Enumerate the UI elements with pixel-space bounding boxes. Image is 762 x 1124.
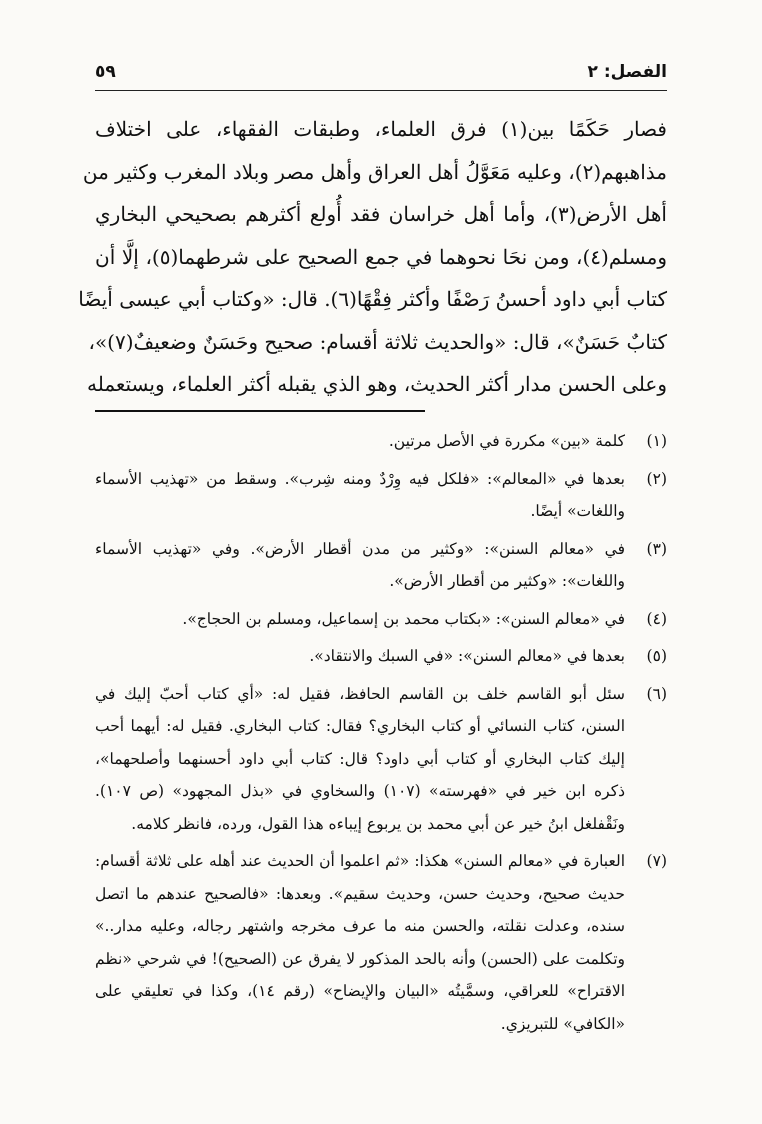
footnote [95, 533, 667, 598]
text-line: كتابٌ حَسَنٌ»، قال: «والحديث ثلاثة أقسام: صحيح وحَسَنٌ وضعيفٌ(٧)»، [88, 329, 667, 354]
text-line: مذاهبهم(٢)، وعليه مَعَوَّلُ أهل العراق وأهل مصر وبلاد المغرب وكثير من [82, 159, 667, 184]
footnote [95, 425, 667, 458]
footnote-number: (٤) [646, 609, 667, 628]
footnote-number: (٥) [646, 647, 667, 665]
footnote-separator [95, 410, 425, 412]
footnote-text: بعدها في «معالم السنن»: «في السبك والانتقاد». [309, 647, 625, 665]
footnote-text: في «معالم السنن»: «وكثير من مدن أقطار الأرض». وفي «تهذيب الأسماء واللغات»: «وكثير من أقطار الأرض». [95, 539, 625, 590]
footnote [95, 603, 667, 636]
text-line: أهل الأرض(٣)، وأما أهل خراسان فقد أُولع أكثرهم بصحيحي البخاري [95, 202, 667, 226]
header-rule [95, 90, 667, 91]
footnote [95, 845, 667, 1040]
footnote [95, 678, 667, 841]
footnote-number: (٢) [646, 469, 667, 488]
footnote-number: (١) [646, 432, 667, 450]
running-header [95, 56, 667, 88]
footnote-text: في «معالم السنن»: «بكتاب محمد بن إسماعيل، ومسلم بن الحجاج». [182, 609, 625, 628]
text-line: وعلى الحسن مدار أكثر الحديث، وهو الذي يقبله أكثر العلماء، ويستعمله [86, 372, 667, 396]
page-number: ٥٩ [95, 62, 116, 82]
text-line: فصار حَكَمًا بين(١) فرق العلماء، وطبقات الفقهاء، على اختلاف [95, 117, 667, 141]
footnotes [95, 425, 667, 1090]
footnote-text: سئل أبو القاسم خلف بن القاسم الحافظ، فقيل له: «أي كتاب أحبّ إليك في السنن، كتاب النسائي أو كتاب البخاري؟ فقال: كتاب البخاري. فقيل له: أيهما أحب إليك كتاب البخاري أو كتاب أبي داود؟ قال: كتاب أبي داود أحسنهما وأصلحهما»، ذكره ابن خير في «فهرسته» (١٠٧) والسخاوي في «بذل المجهود» (ص ١٠٧). ونَقْفلغل ابنُ خير عن أبي محمد بن يربوع إيباءه هذا القول، ورده، فانظر كلامه. [95, 684, 626, 833]
footnote-number: (٣) [646, 539, 667, 558]
footnote [95, 640, 667, 673]
chapter-title: الفصل: ٢ [587, 62, 667, 82]
footnote-text: كلمة «بين» مكررة في الأصل مرتين. [388, 432, 625, 450]
footnote-text: بعدها في «المعالم»: «فلكل فيه وِرْدٌ ومنه شِرب». وسقط من «تهذيب الأسماء واللغات» أيضًا. [95, 469, 625, 520]
main-text [78, 108, 667, 408]
text-line: ومسلم(٤)، ومن نحَا نحوهما في جمع الصحيح على شرطهما(٥)، إلَّا أن [95, 244, 667, 269]
text-line: كتاب أبي داود أحسنُ رَصْفًا وأكثر فِقْهًا(٦). قال: «وكتاب أبي عيسى أيضًا [78, 287, 667, 311]
footnote-number: (٦) [646, 684, 667, 703]
footnote [95, 463, 667, 528]
footnote-text: العبارة في «معالم السنن» هكذا: «ثم اعلموا أن الحديث عند أهله على ثلاثة أقسام: حديث صحيح، وحديث حسن، وحديث سقيم». وبعدها: «فالصحيح عندهم ما اتصل سنده، وعدلت نقلته، والحسن منه ما عرف مخرجه واشتهر رجاله، وعليه مدار..» وتكلمت على (الحسن) وأنه بالحد المذكور لا يفرق عن (الصحيح)! في شرحي «نظم الاقتراح» للعراقي، وسمَّيتُه «البيان والإيضاح» (رقم ١٤)، وكذا في تعليقي على «الكافي» للتبريزي. [95, 852, 625, 1033]
footnote-number: (٧) [646, 852, 667, 870]
